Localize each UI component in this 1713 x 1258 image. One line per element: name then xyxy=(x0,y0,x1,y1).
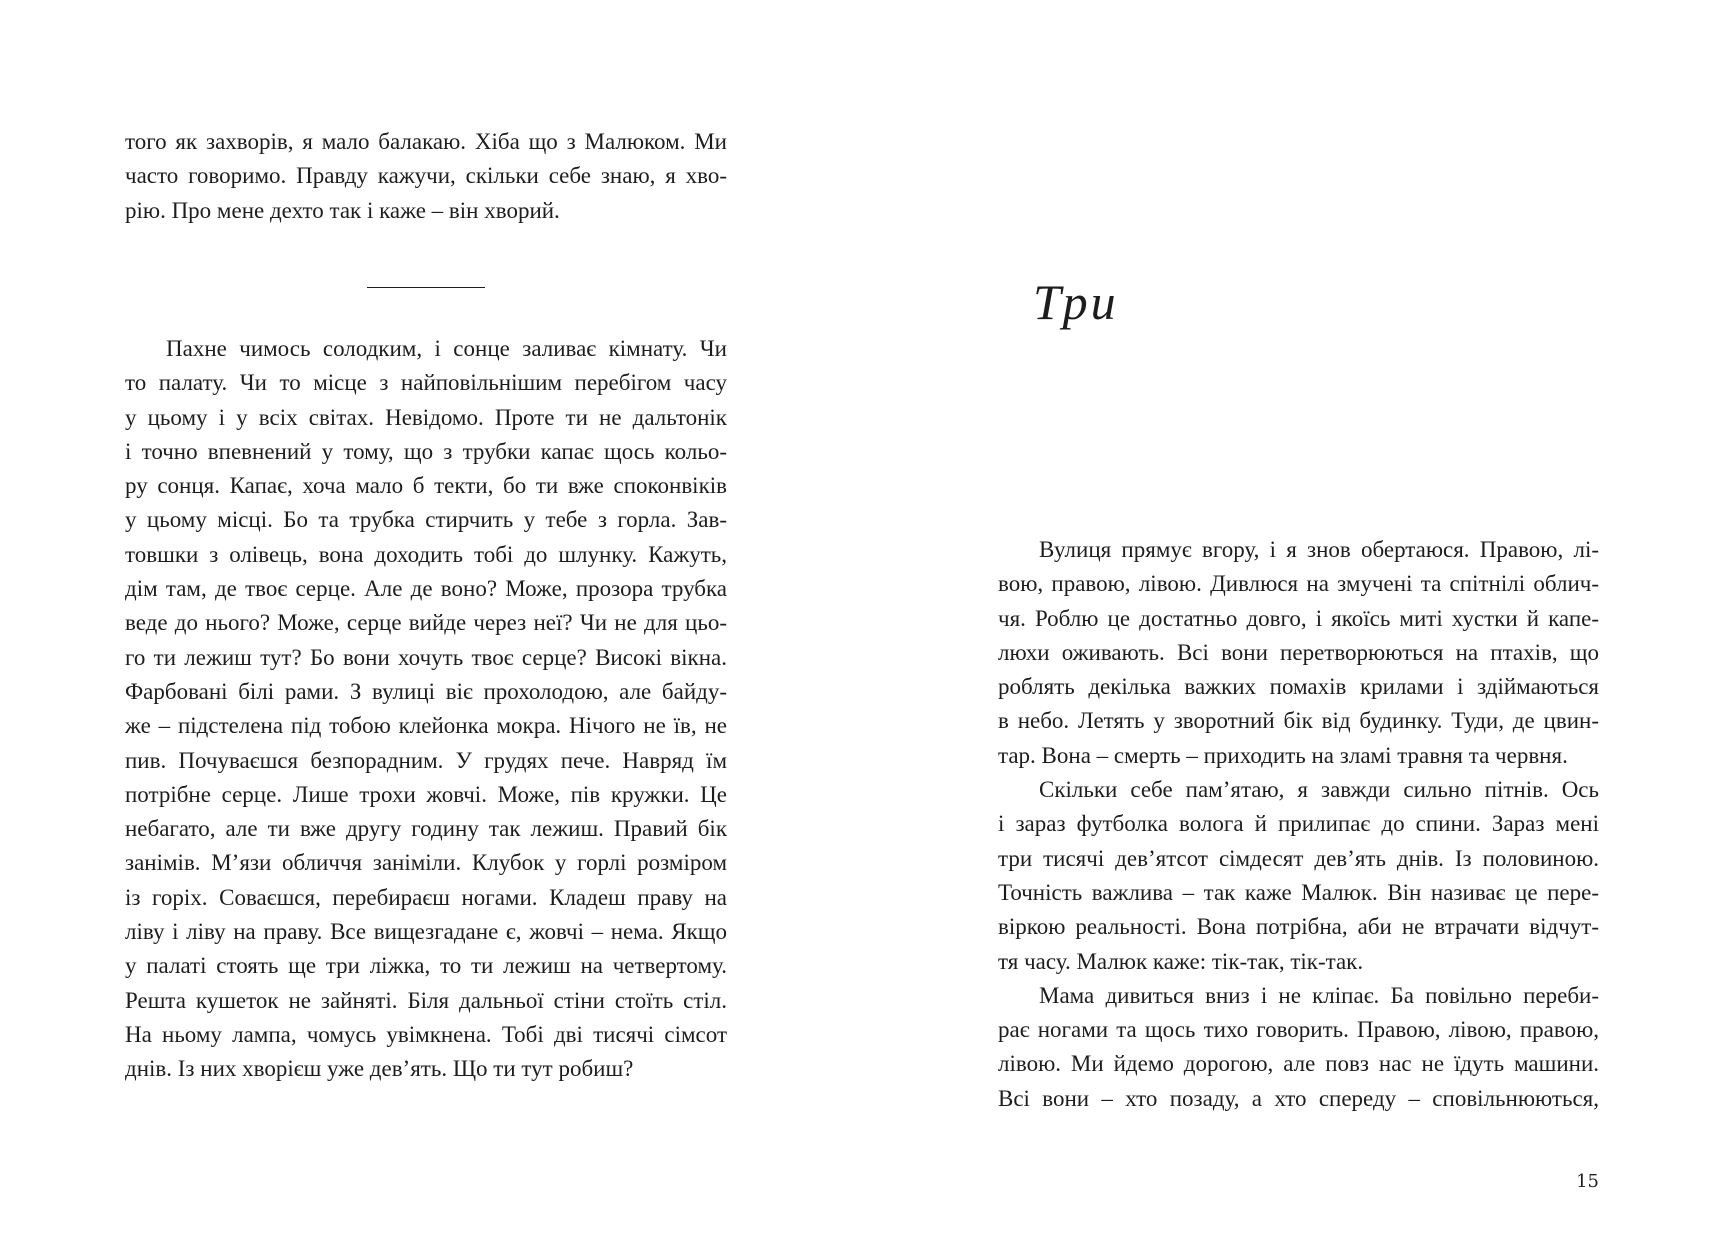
text-line: у цьому місці. Бо та трубка стирчить у тебе з горла. Зав- xyxy=(125,507,727,533)
chapter-title: Три xyxy=(1033,274,1119,330)
text-line: Вулиця прямує вгору, і я знов обертаюся. Правою, лі- xyxy=(1039,537,1599,562)
text-line: пив. Почуваєшся безпорадним. У грудях пече. Навряд їм xyxy=(125,747,727,773)
right-page xyxy=(857,0,1713,1258)
text-line: Фарбовані білі рами. З вулиці віє прохолодою, але байду- xyxy=(125,678,727,704)
text-line: і точно впевнений у тому, що з трубки капає щось кольо- xyxy=(125,438,727,464)
text-line: віркою реальності. Вона потрібна, аби не втрачати відчут- xyxy=(998,914,1599,940)
text-line: лівою. Ми йдемо дорогою, але повз нас не їдуть машини. xyxy=(998,1051,1599,1077)
text-line: то палату. Чи то місце з найповільнішим перебігом часу xyxy=(125,370,727,396)
text-line: Всі вони – хто позаду, а хто спереду – сповільнюються, xyxy=(998,1085,1599,1111)
section-divider xyxy=(367,287,485,288)
text-line: рію. Про мене дехто так і каже – він хворий. xyxy=(125,197,560,223)
text-line: у цьому і у всіх світах. Невідомо. Проте ти не дальтонік xyxy=(125,404,727,430)
text-line: Скільки себе пам’ятаю, я завжди сильно пітнів. Ось xyxy=(1039,777,1599,803)
text-line: небагато, але ти вже другу годину так лежиш. Правий бік xyxy=(125,816,727,842)
text-line: потрібне серце. Лише трохи жовчі. Може, пів кружки. Це xyxy=(125,781,727,807)
text-line: вою, правою, лівою. Дивлюся на змучені та спітнілі облич- xyxy=(998,571,1599,597)
text-line: із горіх. Соваєшся, перебираєш ногами. Кладеш праву на xyxy=(125,884,727,910)
text-line: три тисячі дев’ятсот сімдесят дев’ять днів. Із половиною. xyxy=(998,845,1599,871)
left-page xyxy=(0,0,856,1258)
text-line: тар. Вона – смерть – приходить на зламі травня та червня. xyxy=(998,742,1568,768)
text-line: дім там, де твоє серце. Але де воно? Може, прозора трубка xyxy=(125,576,727,602)
text-line: Пахне чимось солодким, і сонце заливає кімнату. Чи xyxy=(166,336,727,361)
text-line: часто говоримо. Правду кажучи, скільки себе знаю, я хво- xyxy=(125,163,727,189)
text-line: чя. Роблю це достатньо довго, і якоїсь миті хустки й капе- xyxy=(998,605,1599,631)
text-line: же – підстелена під тобою клейонка мокра. Нічого не їв, не xyxy=(125,713,727,739)
text-line: ліву і ліву на праву. Все вищезгадане є, жовчі – нема. Якщо xyxy=(125,919,727,945)
text-line: ру сонця. Капає, хоча мало б текти, бо ти вже споконвіків xyxy=(125,473,727,499)
text-line: веде до нього? Може, серце вийде через неї? Чи не для цьо- xyxy=(125,610,727,636)
text-line: у палаті стоять ще три ліжка, то ти лежиш на четвертому. xyxy=(125,953,727,979)
text-line: Решта кушеток не зайняті. Біля дальньої стіни стоїть стіл. xyxy=(125,987,727,1013)
text-line: в небо. Летять у зворотний бік від будинку. Туди, де цвин- xyxy=(998,708,1599,734)
text-line: Точність важлива – так каже Малюк. Він називає це пере- xyxy=(998,879,1599,905)
text-line: го ти лежиш тут? Бо вони хочуть твоє серце? Високі вікна. xyxy=(125,644,727,670)
text-line: товшки з олівець, вона доходить тобі до шлунку. Кажуть, xyxy=(125,541,727,567)
text-line: Мама дивиться вниз і не кліпає. Ба повільно переби- xyxy=(1039,982,1599,1008)
text-line: рає ногами та щось тихо говорить. Правою, лівою, правою, xyxy=(998,1017,1599,1043)
page-number: 15 xyxy=(1576,1171,1599,1192)
right-main-text xyxy=(998,533,1599,1116)
text-line: і зараз футболка волога й прилипає до спини. Зараз мені xyxy=(998,811,1599,837)
text-line: люхи оживають. Всі вони перетворюються на птахів, що xyxy=(998,639,1599,665)
left-top-paragraph xyxy=(125,125,727,228)
text-line: днів. Із них хворієш уже дев’ять. Що ти тут робиш? xyxy=(125,1056,634,1082)
left-main-paragraph xyxy=(125,332,727,1087)
text-line: На ньому лампа, чомусь увімкнена. Тобі дві тисячі сімсот xyxy=(125,1021,727,1047)
text-line: тя часу. Малюк каже: тік-так, тік-так. xyxy=(998,948,1364,974)
text-line: того як захворів, я мало балакаю. Хіба що з Малюком. Ми xyxy=(125,129,727,154)
text-line: роблять декілька важких помахів крилами і здіймаються xyxy=(998,674,1599,700)
text-line: занімів. М’язи обличчя заніміли. Клубок у горлі розміром xyxy=(125,850,727,876)
